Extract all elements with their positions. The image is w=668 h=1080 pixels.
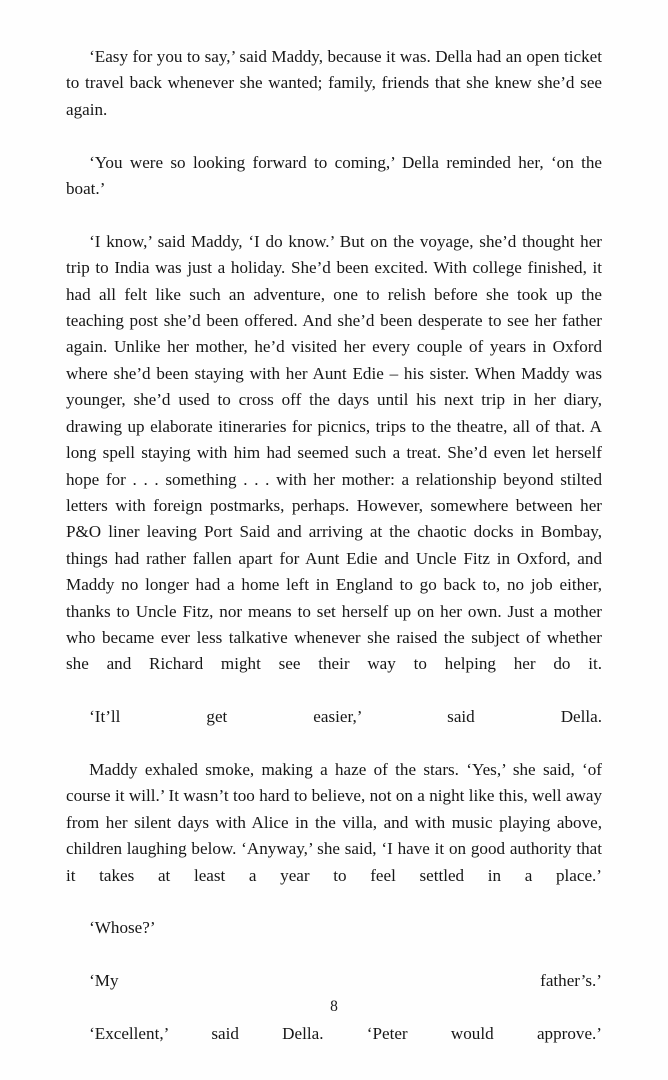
paragraph: ‘It’ll get easier,’ said Della. xyxy=(89,707,602,727)
paragraph: ‘My father’s.’ xyxy=(89,971,602,991)
paragraph: ‘I know,’ said Maddy, ‘I do know.’ But on the voyage, she’d thought her trip to India was just a holiday. She’d been excited. With college finished, it had all felt like such an adventure, one to relish before she took up the teaching post she’d been offered. And she’d been desperate to see her father again. Unlike her mother, he’d visited her every couple of years in Oxford where she’d been staying with her Aunt Edie – his sister. When Maddy was younger, she’d used to cross off the days until his next trip in her diary, drawing up elaborate itineraries for picnics, trips to the theatre, all of that. A long spell staying with him had seemed such a treat. She’d even let herself hope for . . . something . . . with her mother: a relationship beyond stilted letters with foreign postmarks, perhaps. However, somewhere between her P&O liner leaving Port Said and arriving at the chaotic docks in Bombay, things had rather fallen apart for Aunt Edie and Uncle Fitz in Oxford, and Maddy no longer had a home left in England to go back to, no job either, thanks to Uncle Fitz, nor means to set herself up on her own. Just a mother who became ever less talkative whenever she raised the subject of whether she and Richard might see their way to helping her do it. xyxy=(66,231,602,674)
page-body-text xyxy=(66,44,602,1074)
paragraph: ‘Easy for you to say,’ said Maddy, because it was. Della had an open ticket to travel back whenever she wanted; family, friends that she knew she’d see again. xyxy=(66,47,602,119)
paragraph: ‘You were so looking forward to coming,’ Della reminded her, ‘on the boat.’ xyxy=(66,152,602,199)
paragraph: ‘Whose?’ xyxy=(89,918,156,938)
page-number: 8 xyxy=(330,998,338,1015)
paragraph: ‘Excellent,’ said Della. ‘Peter would approve.’ xyxy=(89,1024,602,1044)
paragraph: Maddy exhaled smoke, making a haze of the stars. ‘Yes,’ she said, ‘of course it will.’ It wasn’t too hard to believe, not on a night like this, well away from her silent days with Alice in the villa, and with music playing above, children laughing below. ‘Anyway,’ she said, ‘I have it on good authority that it takes at least a year to feel settled in a place.’ xyxy=(66,759,602,885)
